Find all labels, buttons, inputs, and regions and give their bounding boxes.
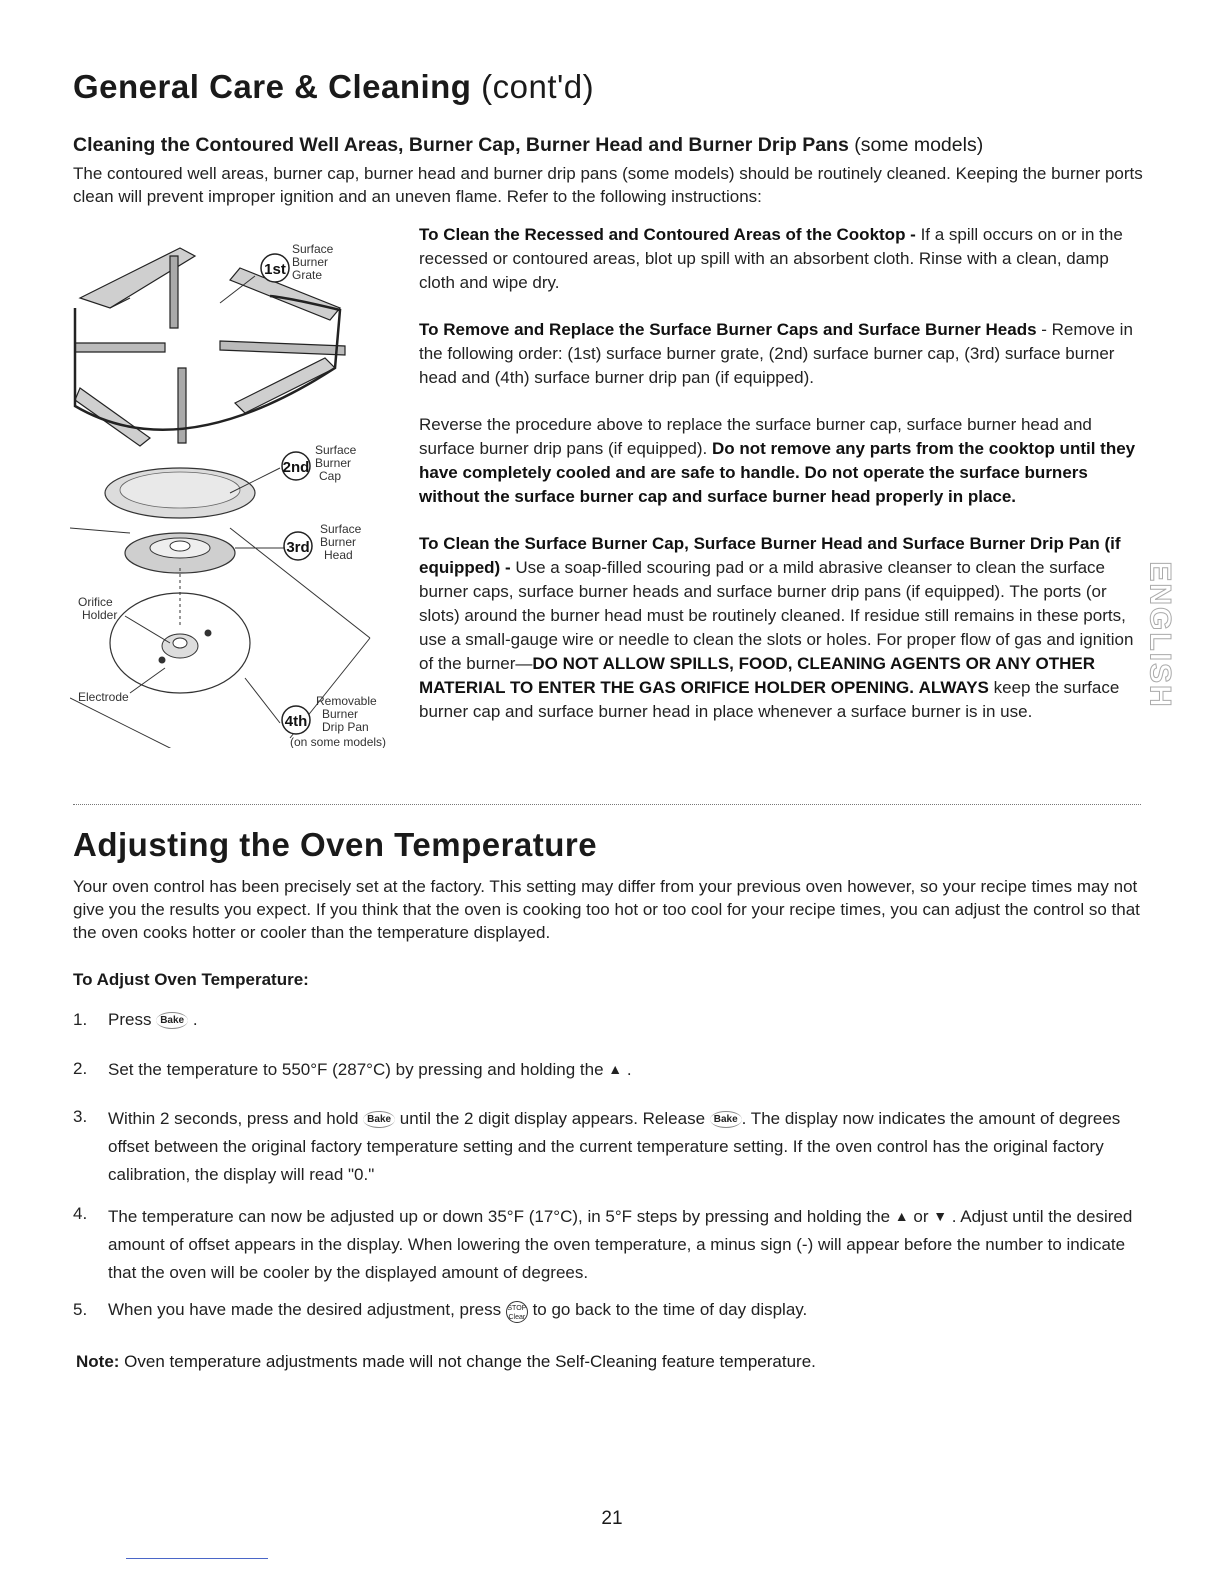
step-4-text-1: Removable xyxy=(316,694,377,708)
step-1-number: 1. xyxy=(73,1010,88,1029)
oven-temp-intro: Your oven control has been precisely set at the factory. This setting may differ from your previous oven however, so your recipe times may not give you the results you expect. If you think that the oven is cooking too hot or too cool for your recipe times, you can adjust the control so that the oven cooks hotter or cooler than the temperature displayed. xyxy=(73,877,1140,942)
adjust-subtitle: To Adjust Oven Temperature: xyxy=(73,970,309,989)
p3-warning: Do not remove any parts from the cooktop until they have completely cooled and are safe to handle. Do not operate the surface burners without the surface burner cap and surface burner head properly in place. xyxy=(419,439,1136,506)
step-4-number: 4. xyxy=(73,1204,88,1223)
step-1-text-1: Surface xyxy=(292,242,334,256)
step-1-text-a: Press xyxy=(108,1010,157,1029)
step-4-text-a: The temperature can now be adjusted up or down 35°F (17°C), in 5°F steps by pressing and holding the xyxy=(108,1207,895,1226)
step-2-text-3: Cap xyxy=(319,469,342,483)
step-5-body xyxy=(108,1298,1143,1323)
step-5 xyxy=(73,1298,1143,1328)
p4-text: Use a soap-filled scouring pad or a mild abrasive cleanser to clean the surface burner caps, surface burner heads and surface burner drip pans (if equipped). The ports (or slots) around the burner head must be routinely cleaned. If residue still remains in these ports, use a small-gauge wire or needle to clean the slots or holes. For proper flow of gas and ignition of the burner— xyxy=(419,558,1134,673)
step-4-text-2: Burner xyxy=(322,707,359,721)
bake-key-icon: Bake xyxy=(156,1012,188,1029)
step-4-text-b: or xyxy=(908,1207,934,1226)
step-2 xyxy=(73,1057,1143,1087)
step-2-label: 2nd xyxy=(282,459,310,476)
step-2-text-1: Surface xyxy=(315,443,357,457)
step-3 xyxy=(73,1105,1143,1185)
paragraph-clean-cap-head xyxy=(419,532,1137,724)
step-5-text-b: to go back to the time of day display. xyxy=(527,1300,808,1319)
step-3-label: 3rd xyxy=(286,539,310,556)
title-bold: General Care & Cleaning xyxy=(73,68,472,105)
step-4-body xyxy=(108,1202,1143,1287)
p4-warning: DO NOT ALLOW SPILLS, FOOD, CLEANING AGENTS OR ANY OTHER MATERIAL TO ENTER THE GAS ORIFICE HOLDER OPENING. xyxy=(419,654,1095,697)
step-2-body xyxy=(108,1057,1143,1082)
section-divider xyxy=(73,804,1141,805)
cleaning-instructions xyxy=(419,223,1137,724)
step-5-text-a: When you have made the desired adjustment, press xyxy=(108,1300,506,1319)
step-1-text-3: Grate xyxy=(292,268,323,282)
page-title xyxy=(73,68,594,106)
step-3-text-a: Within 2 seconds, press and hold xyxy=(108,1109,364,1128)
orifice-text-1: Orifice xyxy=(78,595,113,609)
down-arrow-icon: ▼ xyxy=(933,1208,948,1224)
note xyxy=(76,1352,816,1372)
step-4-label: 4th xyxy=(284,713,308,730)
step-1 xyxy=(73,1008,1143,1038)
up-arrow-icon: ▲ xyxy=(894,1208,909,1224)
step-3-callout xyxy=(284,522,362,562)
note-text: Oven temperature adjustments made will not change the Self-Cleaning feature temperature. xyxy=(119,1352,816,1371)
p3-text: Reverse the procedure above to replace the surface burner cap, surface burner head and surface burner drip pans (if equipped). xyxy=(419,415,1092,458)
stop-clear-key-icon xyxy=(506,1301,528,1323)
p2-text: - Remove in the following order: (1st) surface burner grate, (2nd) surface burner cap, (3rd) surface burner head and (4th) surface burner drip pan (if equipped). xyxy=(419,320,1133,387)
paragraph-recessed-areas xyxy=(419,223,1137,295)
side-tab-text: ENGLISH xyxy=(1144,561,1178,709)
language-side-tab xyxy=(1140,560,1180,710)
electrode-text: Electrode xyxy=(78,690,129,704)
step-1-label: 1st xyxy=(264,261,286,278)
adjust-steps xyxy=(73,1008,1143,1338)
burner-cap-illustration xyxy=(105,468,255,518)
step-1-callout xyxy=(261,242,334,282)
p4-end: keep the surface burner cap and surface burner head in place whenever a surface burner is in use. xyxy=(419,678,1120,721)
orifice-text-2: Holder xyxy=(82,608,118,622)
subhead-light: (some models) xyxy=(854,134,984,156)
step-3-number: 3. xyxy=(73,1107,88,1126)
p4-heading: To Clean the Surface Burner Cap, Surface Burner Head and Surface Burner Drip Pan (if equipped) - xyxy=(419,534,1121,577)
step-2-text-b: . xyxy=(622,1060,632,1079)
clear-key-text: Clear xyxy=(508,1314,526,1321)
step-4-text-3: Drip Pan xyxy=(322,720,369,734)
section-intro: The contoured well areas, burner cap, burner head and burner drip pans (some models) should be routinely cleaned. Keeping the burner ports clean will prevent improper ignition and an uneven flame. Refer to the following instructions: xyxy=(73,164,1143,206)
up-arrow-icon: ▲ xyxy=(608,1061,623,1077)
step-3-body xyxy=(108,1105,1143,1189)
electrode-label xyxy=(78,690,129,704)
step-2-text-a: Set the temperature to 550°F (287°C) by pressing and holding the xyxy=(108,1060,609,1079)
burner-head-illustration xyxy=(125,533,235,573)
step-5-number: 5. xyxy=(73,1300,88,1319)
p1-heading: To Clean the Recessed and Contoured Areas of the Cooktop - xyxy=(419,225,916,244)
step-4 xyxy=(73,1202,1143,1282)
subhead-bold: Cleaning the Contoured Well Areas, Burner Cap, Burner Head and Burner Drip Pans xyxy=(73,134,849,156)
note-label: Note: xyxy=(76,1352,120,1371)
bake-key-icon: Bake xyxy=(710,1111,742,1128)
step-1-body xyxy=(108,1008,1143,1032)
step-4-callout xyxy=(282,694,386,748)
title-light: (cont'd) xyxy=(481,68,595,105)
p4-always: ALWAYS xyxy=(918,678,989,697)
paragraph-reverse-procedure xyxy=(419,413,1137,509)
step-3-text-c: . The display now indicates the amount of degrees offset between the original factory temperature setting and the current temperature setting. If the oven control has the original factory calibration, the display will read "0." xyxy=(108,1109,1121,1184)
step-3-text-3: Head xyxy=(324,548,353,562)
step-3-text-2: Burner xyxy=(320,535,357,549)
step-3-text-b: until the 2 digit display appears. Release xyxy=(395,1109,710,1128)
step-2-callout xyxy=(282,443,357,483)
orifice-holder-label xyxy=(78,595,117,622)
step-1-text-2: Burner xyxy=(292,255,329,269)
step-2-text-2: Burner xyxy=(315,456,352,470)
stop-key-text: STOP xyxy=(507,1305,527,1312)
step-1-text-b: . xyxy=(188,1010,198,1029)
section-title-oven-temp: Adjusting the Oven Temperature xyxy=(73,826,598,863)
paragraph-remove-replace xyxy=(419,318,1137,390)
step-4-text-4: (on some models) xyxy=(290,735,387,748)
p1-text: If a spill occurs on or in the recessed or contoured areas, blot up spill with an absorbent cloth. Rinse with a clean, damp cloth and wipe dry. xyxy=(419,225,1123,292)
footer-line xyxy=(126,1558,268,1559)
section-subheading xyxy=(73,134,1153,157)
p2-heading: To Remove and Replace the Surface Burner Caps and Surface Burner Heads xyxy=(419,320,1037,339)
page-number: 21 xyxy=(601,1508,623,1529)
step-2-number: 2. xyxy=(73,1059,88,1078)
step-4-text-c: . Adjust until the desired amount of offset appears in the display. When lowering the oven temperature, a minus sign (-) will appear before the number to indicate that the oven will be cooler by the displayed amount of degrees. xyxy=(108,1207,1133,1282)
step-3-text-1: Surface xyxy=(320,522,362,536)
burner-diagram xyxy=(70,228,420,748)
bake-key-icon: Bake xyxy=(363,1111,395,1128)
